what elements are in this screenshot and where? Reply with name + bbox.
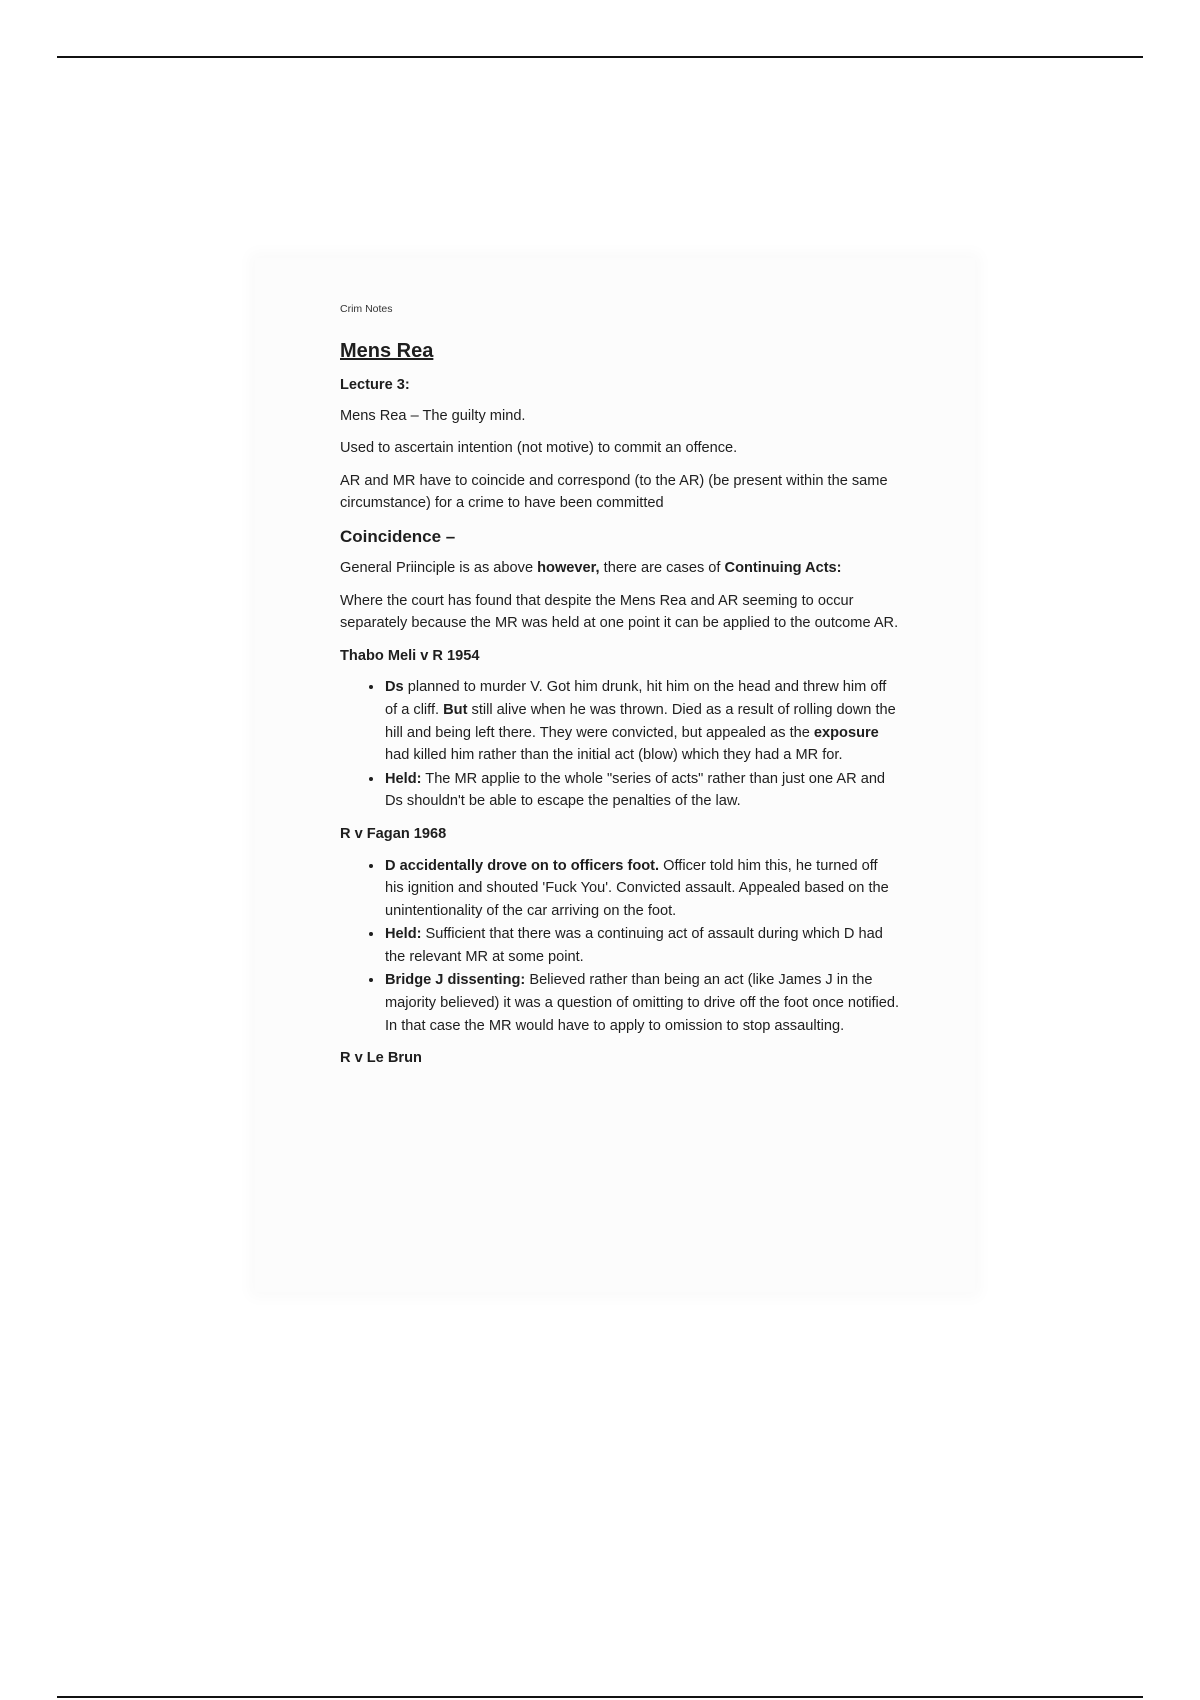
bottom-divider: [57, 1696, 1143, 1698]
coincidence-heading: Coincidence –: [340, 526, 456, 546]
intro-coincide: AR and MR have to coincide and correspond (to the AR) (be present within the same circumstance) for a crime to have been committed: [340, 472, 888, 512]
list-item: • D accidentally drove on to officers foot. Officer told him this, he turned off his ignition and shouted 'Fuck You'. Convicted assault. Appealed based on the unintentionality of the car arriving on the foot.: [384, 854, 900, 923]
case-le-brun-title: R v Le Brun: [340, 1050, 422, 1067]
case-thabo-meli-points: [340, 675, 900, 813]
page-header-note: Crim Notes: [340, 303, 393, 315]
general-principle: General Priinciple is as above however, there are cases of Continuing Acts:: [340, 559, 842, 576]
list-item: • Ds planned to murder V. Got him drunk, hit him on the head and threw him off of a cliff. But still alive when he was thrown. Died as a result of rolling down the hill and being left there. They were convicted, but appealed as the exposure had killed him rather than the initial act (blow) which they had a MR for.: [384, 675, 900, 766]
top-divider: [57, 56, 1143, 58]
lecture-label: Lecture 3:: [340, 377, 410, 393]
list-item: • Held: Sufficient that there was a continuing act of assault during which D had the relevant MR at some point.: [384, 922, 900, 968]
case-fagan-points: [340, 854, 900, 1038]
document-page: [255, 258, 975, 1292]
continuing-acts-explanation: Where the court has found that despite the Mens Rea and AR seeming to occur separately because the MR was held at one point it can be applied to the outcome AR.: [340, 592, 899, 632]
case-fagan-title: R v Fagan 1968: [340, 825, 447, 842]
list-item: • Bridge J dissenting: Believed rather than being an act (like James J in the majority believed) it was a question of omitting to drive off the foot once notified. In that case the MR would have to apply to omission to stop assaulting.: [384, 968, 900, 1037]
intro-definition: Mens Rea – The guilty mind.: [340, 407, 526, 424]
page-content: [340, 302, 900, 1078]
list-item: • Held: The MR applie to the whole "series of acts" rather than just one AR and Ds shouldn't be able to escape the penalties of the law.: [384, 767, 900, 813]
intro-purpose: Used to ascertain intention (not motive) to commit an offence.: [340, 440, 738, 457]
page-title: Mens Rea: [340, 340, 434, 362]
case-thabo-meli-title: Thabo Meli v R 1954: [340, 647, 480, 664]
